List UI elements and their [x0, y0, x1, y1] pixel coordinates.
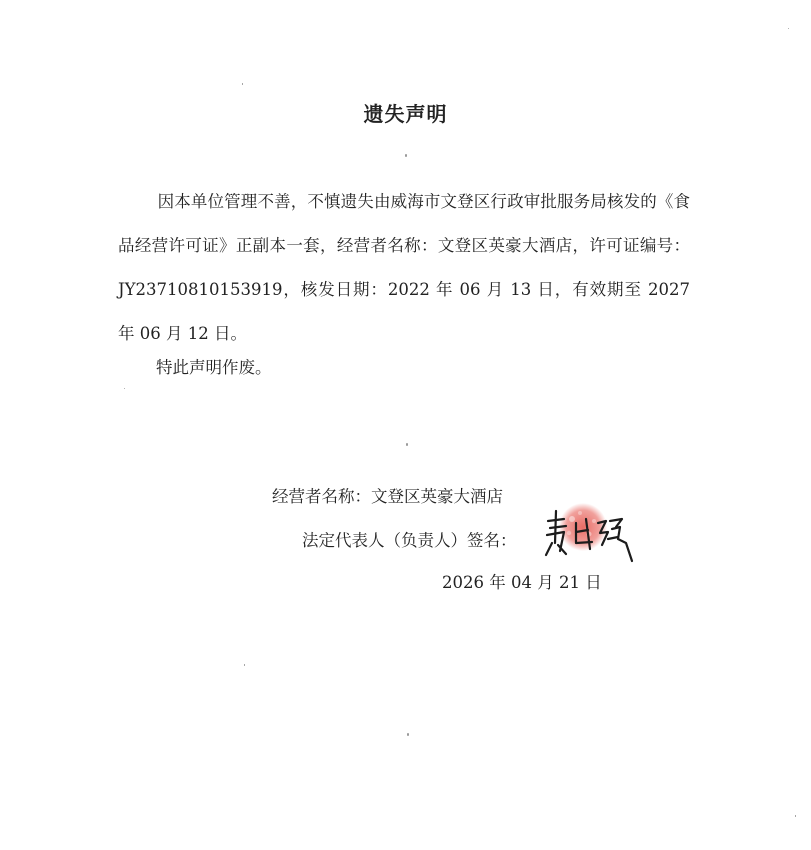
scan-speck	[242, 83, 243, 85]
scan-speck	[788, 28, 789, 29]
scan-speck	[124, 388, 125, 389]
scan-speck	[405, 154, 407, 157]
signing-date: 2026 年 04 月 21 日	[442, 573, 602, 592]
scan-speck	[406, 443, 408, 446]
scan-speck	[244, 664, 245, 666]
page-title: 遗失声明	[363, 102, 448, 126]
closing-statement: 特此声明作废。	[156, 358, 272, 377]
legal-representative-label: 法定代表人（负责人）签名：	[302, 531, 517, 550]
signature-stamp	[542, 499, 634, 569]
declaration-body	[118, 180, 690, 356]
declaration-paragraph: 因本单位管理不善，不慎遗失由威海市文登区行政审批服务局核发的《食品经营许可证》正副本一套，经营者名称：文登区英豪大酒店，许可证编号：JY23710810153919，核发日期：2022 年 06 月 13 日，有效期至 2027 年 06 月 12 日。	[118, 192, 690, 343]
scan-speck	[407, 733, 409, 736]
operator-name-line: 经营者名称：文登区英豪大酒店	[272, 487, 503, 506]
scan-speck	[795, 815, 796, 817]
red-seal-with-handwritten-signature	[542, 499, 634, 569]
